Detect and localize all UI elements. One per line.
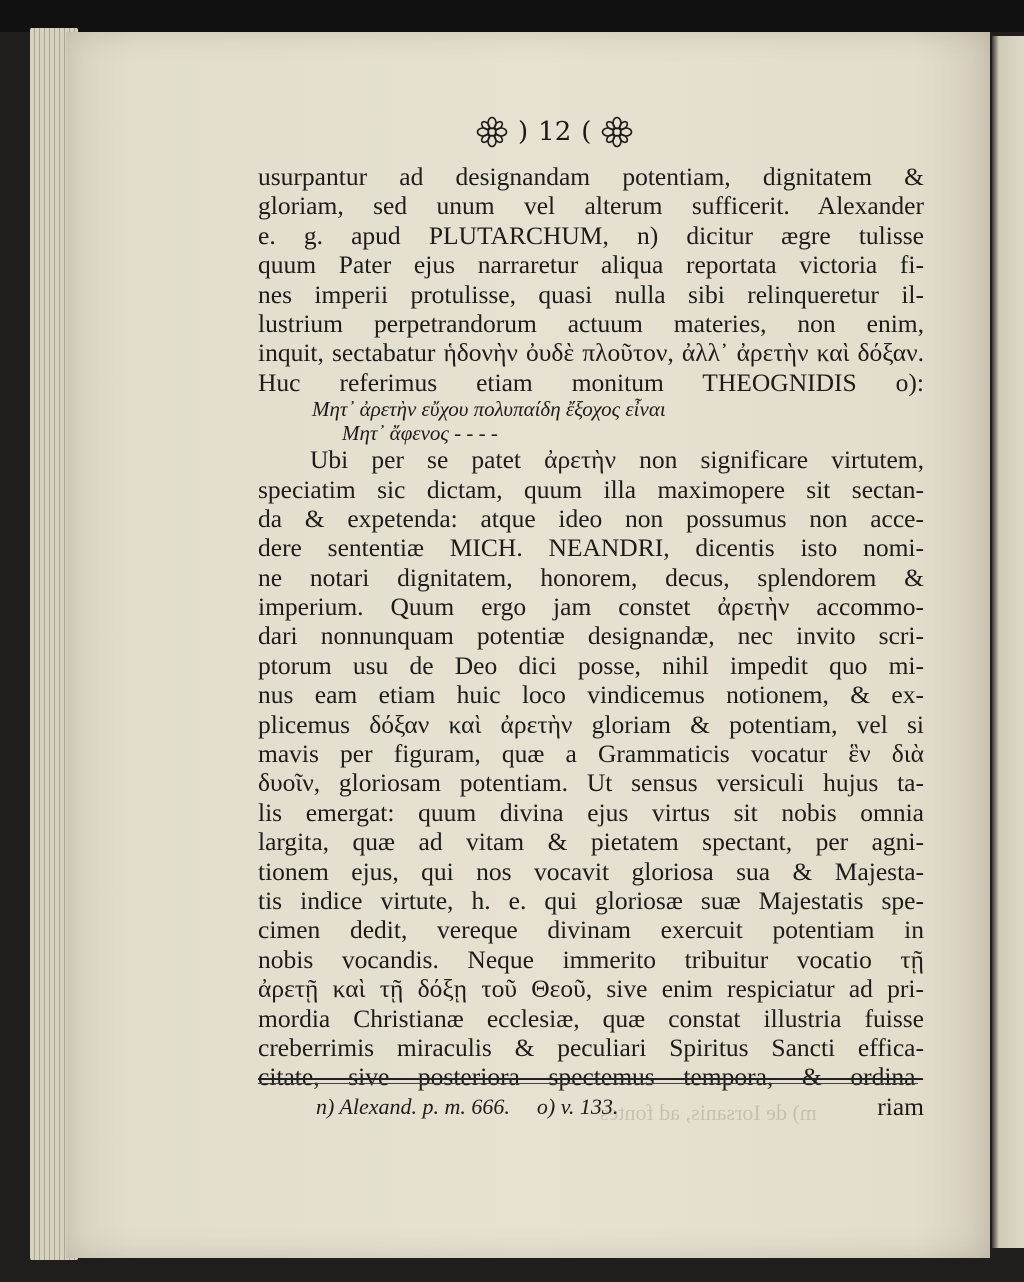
text-line: ptorum usu de Deo dici posse, nihil impedit quo mi- xyxy=(258,650,924,680)
header-left-bracket: ) xyxy=(518,117,529,147)
text-line: dari nonnunquam potentiæ designandæ, nec invito scri- xyxy=(258,621,924,651)
text-line: da & expetenda: atque ideo non possumus non acce- xyxy=(258,503,924,533)
text-line: usurpantur ad designandam potentiam, dignitatem & xyxy=(258,162,924,191)
text-line: nes imperii protulisse, quasi nulla sibi relinqueretur il- xyxy=(258,279,924,309)
greek-quote-line: Μητ᾽ ἀρετὴν εὔχου πολυπαίδη ἔξοχος εἶναι xyxy=(312,397,666,422)
text-line: speciatim sic dictam, quum illa maximopere sit sectan- xyxy=(258,474,924,504)
text-line: nus eam etiam huic loco vindicemus notionem, & ex- xyxy=(258,680,924,710)
footnotes xyxy=(316,1094,618,1120)
text-line: quum Pater ejus narraretur aliqua reportata victoria fi- xyxy=(258,250,924,280)
text-line: creberrimis miraculis & peculiari Spiritus Sancti effica- xyxy=(258,1032,924,1062)
text-line: inquit, sectabatur ἡδονὴν ὀυδὲ πλοῦτον, ἀλλ᾽ ἀρετὴν καὶ δόξαν. xyxy=(258,338,924,368)
text-line: lustrium perpetrandorum actuum materies, non enim, xyxy=(258,308,924,338)
paragraph-first-line: Ubi per se patet ἀρετὴν non significare virtutem, xyxy=(310,445,924,475)
page-header xyxy=(476,112,633,152)
catchword: riam xyxy=(877,1091,924,1121)
text-line: ne notari dignitatem, honorem, decus, splendorem & xyxy=(258,562,924,592)
text-line: e. g. apud PLUTARCHUM, n) dicitur ægre tulisse xyxy=(258,220,924,250)
text-line: ἀρετῇ καὶ τῇ δόξῃ τοῦ Θεοῦ, sive enim respiciatur ad pri- xyxy=(258,974,924,1004)
text-line: tionem ejus, qui nos vocavit gloriosa sua & Majesta- xyxy=(258,856,924,886)
text-line: δυοῖν, gloriosam potentiam. Ut sensus versiculi hujus ta- xyxy=(258,768,924,798)
text-line: tis indice virtute, h. e. qui gloriosæ suæ Majestatis spe- xyxy=(258,885,924,915)
text-line: plicemus δόξαν καὶ ἀρετὴν gloriam & potentiam, vel si xyxy=(258,709,924,739)
bleed-through-text: m) de Iorsanis, ad fontes xyxy=(600,1100,817,1125)
facing-page-edge xyxy=(992,36,1024,1248)
footnote-o: o) v. 133. xyxy=(536,1094,619,1119)
text-line: mordia Christianæ ecclesiæ, quæ constat illustria fuisse xyxy=(258,1003,924,1033)
footnote-rule xyxy=(258,1078,918,1084)
text-line: mavis per figuram, quæ a Grammaticis vocatur ἓν διὰ xyxy=(258,739,924,769)
page-number: 12 xyxy=(538,117,572,147)
scanner-top-band xyxy=(0,0,1024,32)
text-line: cimen dedit, vereque divinam exercuit potentiam in xyxy=(258,915,924,945)
fleuron-icon xyxy=(601,116,633,148)
text-line: gloriam, sed unum vel alterum sufficerit. Alexander xyxy=(258,191,924,221)
text-line: dere sententiæ MICH. NEANDRI, dicentis isto nomi- xyxy=(258,533,924,563)
text-line: Huc referimus etiam monitum THEOGNIDIS o): xyxy=(258,367,924,397)
text-line: lis emergat: quum divina ejus virtus sit nobis omnia xyxy=(258,797,924,827)
text-line: nobis vocandis. Neque immerito tribuitur vocatio τῇ xyxy=(258,944,924,974)
body-text xyxy=(258,162,924,1121)
text-line: citate, sive posteriora spectemus tempora, & ordina- xyxy=(258,1062,924,1092)
header-right-bracket: ( xyxy=(581,117,592,147)
fleuron-icon xyxy=(476,116,508,148)
footnote-n: n) Alexand. p. m. 666. xyxy=(316,1094,510,1119)
text-line: largita, quæ ad vitam & pietatem spectant, per agni- xyxy=(258,827,924,857)
text-line: imperium. Quum ergo jam constet ἀρετὴν accommo- xyxy=(258,592,924,622)
greek-quote-line: Μητ᾽ ἄφενος - - - - xyxy=(342,421,498,446)
